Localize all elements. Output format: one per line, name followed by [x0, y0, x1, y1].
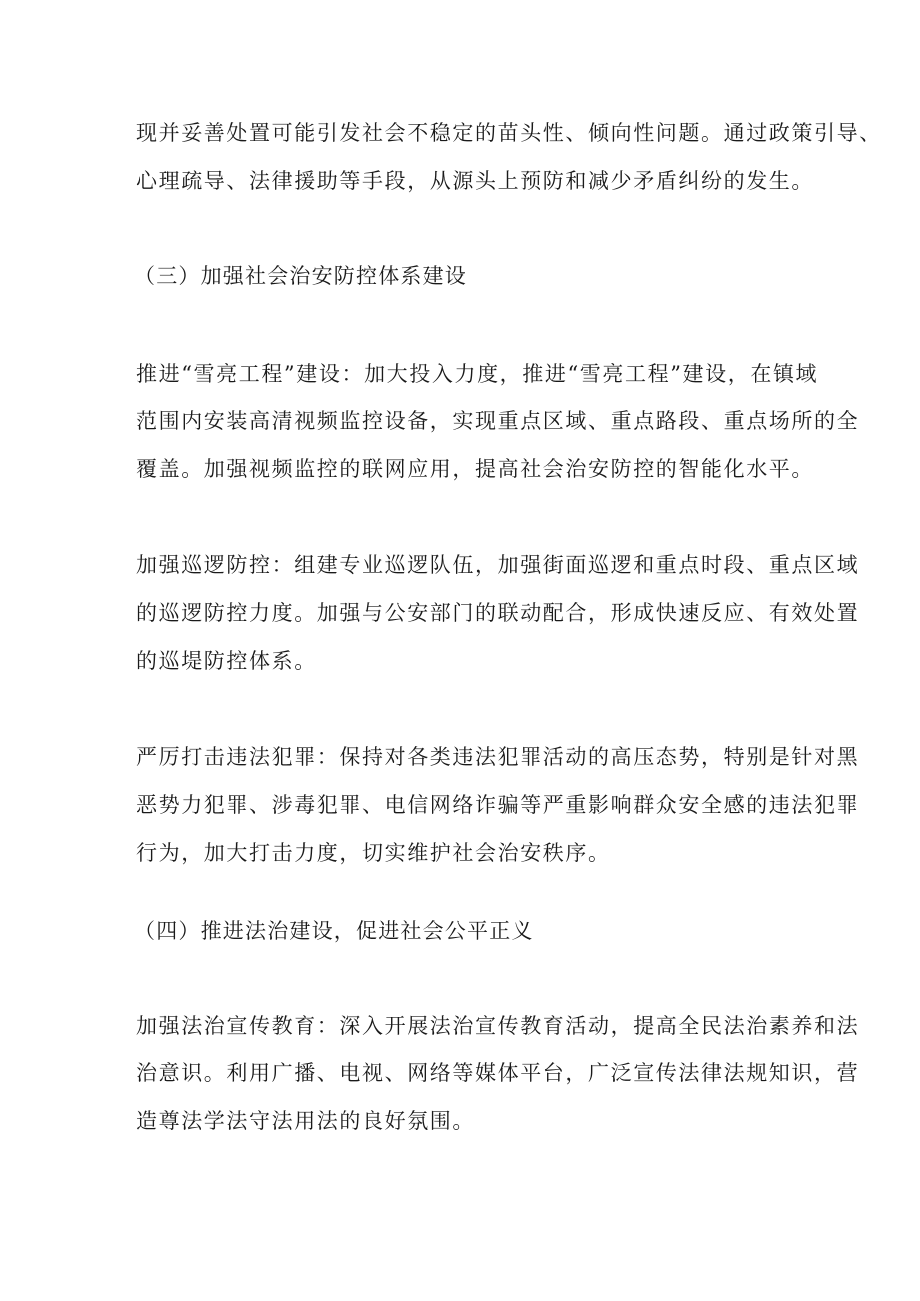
paragraph-5-line-3: 造尊法学法守法用法的良好氛围。 — [136, 1109, 475, 1133]
paragraph-3-line-1: 加强巡逻防控：组建专业巡逻队伍，加强街面巡逻和重点时段、重点区域 — [136, 553, 860, 577]
paragraph-4-line-1: 严厉打击违法犯罪：保持对各类违法犯罪活动的高压态势，特别是针对黑 — [136, 745, 860, 769]
paragraph-2-line-3: 覆盖。加强视频监控的联网应用，提高社会治安防控的智能化水平。 — [136, 457, 814, 481]
paragraph-5-line-2: 治意识。利用广播、电视、网络等媒体平台，广泛宣传法律法规知识，营 — [136, 1061, 860, 1085]
paragraph-4-line-3: 行为，加大打击力度，切实维护社会治安秩序。 — [136, 841, 611, 865]
paragraph-4-line-2: 恶势力犯罪、涉毒犯罪、电信网络诈骗等严重影响群众安全感的违法犯罪 — [136, 793, 860, 817]
section-heading-3: （三）加强社会治安防控体系建设 — [134, 264, 467, 288]
paragraph-3-line-2: 的巡逻防控力度。加强与公安部门的联动配合，形成快速反应、有效处置 — [136, 601, 860, 625]
paragraph-3-line-3: 的巡堤防控体系。 — [136, 649, 317, 673]
paragraph-1-line-2: 心理疏导、法律援助等手段，从源头上预防和减少矛盾纠纷的发生。 — [136, 169, 814, 193]
section-heading-4: （四）推进法治建设，促进社会公平正义 — [134, 919, 534, 943]
paragraph-2-line-2: 范围内安装高清视频监控设备，实现重点区域、重点路段、重点场所的全 — [136, 409, 860, 433]
paragraph-2-line-1: 推进“雪亮工程”建设：加大投入力度，推进“雪亮工程”建设，在镇域 — [136, 362, 819, 386]
paragraph-1-line-1: 现并妥善处置可能引发社会不稳定的苗头性、倾向性问题。通过政策引导、 — [136, 121, 882, 145]
paragraph-5-line-1: 加强法治宣传教育：深入开展法治宣传教育活动，提高全民法治素养和法 — [136, 1014, 860, 1038]
